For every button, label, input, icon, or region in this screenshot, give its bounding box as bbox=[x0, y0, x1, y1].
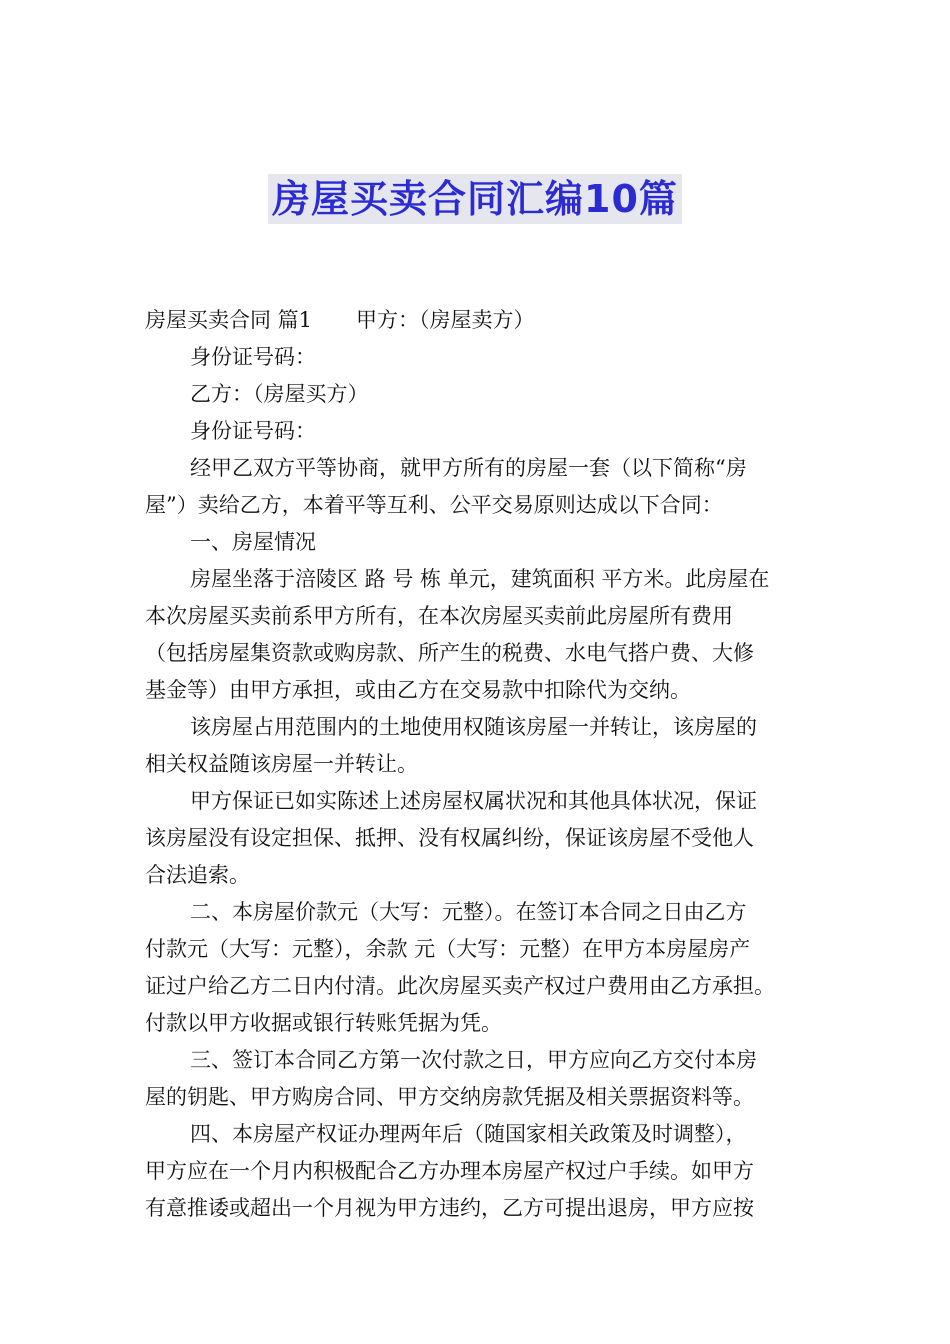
paragraph-line: 甲方保证已如实陈述上述房屋权属状况和其他具体状况，保证 bbox=[190, 789, 757, 813]
paragraph-line: 经甲乙双方平等协商，就甲方所有的房屋一套（以下简称“房 bbox=[190, 456, 747, 480]
title-container bbox=[0, 174, 950, 224]
paragraph-line: （包括房屋集资款或购房款、所产生的税费、水电气搭户费、大修 bbox=[145, 641, 754, 665]
paragraph-line: 身份证号码： bbox=[190, 345, 316, 369]
paragraph-line: 该房屋占用范围内的土地使用权随该房屋一并转让，该房屋的 bbox=[190, 715, 757, 739]
party-a-label: 甲方：（房屋卖方） bbox=[356, 308, 535, 332]
paragraph-line: 身份证号码： bbox=[190, 419, 316, 443]
paragraph-line: 屋的钥匙、甲方购房合同、甲方交纳房款凭据及相关票据资料等。 bbox=[145, 1085, 754, 1109]
paragraph-line: 四、本房屋产权证办理两年后（随国家相关政策及时调整）， bbox=[190, 1122, 747, 1146]
paragraph-line: 该房屋没有设定担保、抵押、没有权属纠纷，保证该房屋不受他人 bbox=[145, 826, 754, 850]
paragraph-line: 付款元（大写：元整），余款 元（大写：元整）在甲方本房屋房产 bbox=[145, 937, 751, 961]
paragraph-line: 基金等）由甲方承担，或由乙方在交易款中扣除代为交纳。 bbox=[145, 678, 691, 702]
paragraph-line: 本次房屋买卖前系甲方所有，在本次房屋买卖前此房屋所有费用 bbox=[145, 604, 733, 628]
paragraph-line: 乙方：（房屋买方） bbox=[190, 382, 369, 406]
document-body bbox=[145, 302, 810, 1227]
paragraph-line: 有意推诿或超出一个月视为甲方违约，乙方可提出退房，甲方应按 bbox=[145, 1196, 754, 1220]
paragraph-line: 合法追索。 bbox=[145, 863, 250, 887]
paragraph-line: 房屋坐落于涪陵区 路 号 栋 单元，建筑面积 平方米。此房屋在 bbox=[190, 567, 770, 591]
paragraph-line: 三、签订本合同乙方第一次付款之日，甲方应向乙方交付本房 bbox=[190, 1048, 757, 1072]
header-line bbox=[145, 302, 810, 339]
paragraph-line: 二、本房屋价款元（大写：元整）。在签订本合同之日由乙方 bbox=[190, 900, 747, 924]
paragraph-line: 付款以甲方收据或银行转账凭据为凭。 bbox=[145, 1011, 502, 1035]
paragraph-line: 屋”）卖给乙方，本着平等互利、公平交易原则达成以下合同： bbox=[145, 493, 723, 517]
document-title: 房屋买卖合同汇编10篇 bbox=[268, 174, 682, 224]
paragraph-line: 一、房屋情况 bbox=[190, 530, 316, 554]
paragraph-line: 甲方应在一个月内积极配合乙方办理本房屋产权过户手续。如甲方 bbox=[145, 1159, 754, 1183]
paragraph-line: 证过户给乙方二日内付清。此次房屋买卖产权过户费用由乙方承担。 bbox=[145, 974, 775, 998]
paragraph-line: 相关权益随该房屋一并转让。 bbox=[145, 752, 418, 776]
section-label: 房屋买卖合同 篇1 bbox=[145, 308, 313, 332]
